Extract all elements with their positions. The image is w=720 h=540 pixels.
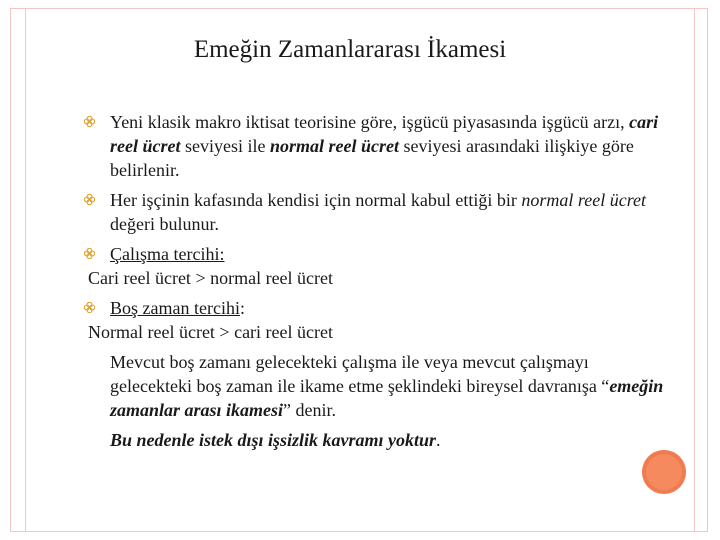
text-segment: Yeni klasik makro iktisat teorisine göre, işgücü piyasasında işgücü arzı, (110, 112, 630, 132)
flower-bullet-icon (84, 248, 95, 259)
flower-bullet-icon (84, 194, 95, 205)
text-segment: . (436, 430, 441, 450)
bos-zaman-tercihi-condition: Normal reel ücret > cari reel ücret (88, 322, 334, 342)
bullet-item (88, 188, 668, 236)
explanation-paragraph (110, 350, 668, 422)
slide-content (88, 110, 668, 452)
bullet-item (88, 110, 668, 182)
flower-bullet-icon (84, 302, 95, 313)
emphasis-text: cari reel ücret (110, 112, 659, 156)
emphasis-text: normal reel ücret (521, 190, 647, 210)
emphasis-text: normal reel ücret (269, 136, 399, 156)
text-segment: : (239, 298, 245, 318)
emphasis-text: emeğin zamanlar arası ikamesi (110, 376, 664, 420)
text-segment: değeri bulunur. (110, 214, 219, 234)
conclusion-paragraph (110, 428, 668, 452)
text-segment: Her işçinin kafasında kendisi için normal kabul ettiği bir (110, 190, 522, 210)
slide-title: Emeğin Zamanlararası İkamesi (193, 36, 507, 63)
bos-zaman-tercihi-label: Boş zaman tercihi (110, 298, 240, 318)
emphasis-text: Bu nedenle istek dışı işsizlik kavramı yoktur (110, 430, 437, 450)
calisma-tercihi-label: Çalışma tercihi: (110, 244, 225, 264)
orange-circle-decoration (642, 450, 686, 494)
text-segment: seviyesi ile (180, 136, 270, 156)
flower-bullet-icon (84, 116, 95, 127)
text-segment: Mevcut boş zamanı gelecekteki çalışma ile veya mevcut çalışmayı gelecekteki boş zaman ile ikame etme şeklindeki bireysel davranışa “ (110, 352, 610, 396)
bullet-item (88, 242, 668, 266)
text-segment: ” denir. (283, 400, 337, 420)
text-segment: seviyesi arasındaki ilişkiye göre belirlenir. (110, 136, 634, 180)
bullet-item (88, 296, 668, 320)
calisma-tercihi-condition: Cari reel ücret > normal reel ücret (88, 268, 334, 288)
